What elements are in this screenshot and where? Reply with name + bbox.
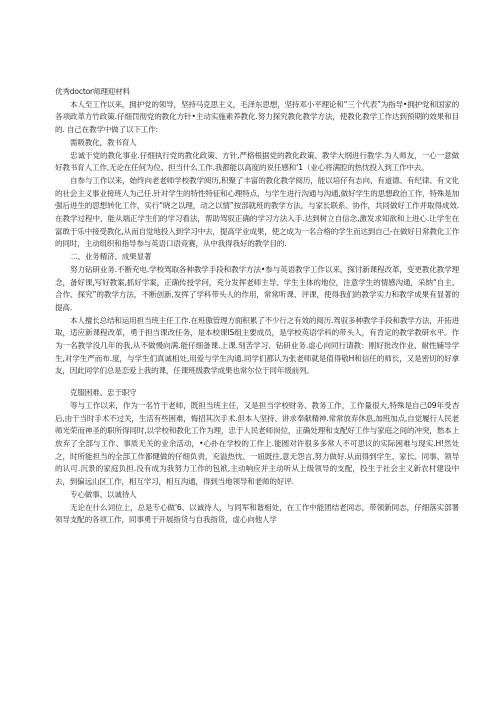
section-heading: 专心做事、以诚待人	[70, 489, 137, 499]
document-title: 优秀doctor师理迎材料	[55, 87, 130, 96]
paragraph: 本人至工作以来，拥护党的领导，坚持马克思主义，毛泽东思想，坚持邓小平理论和“三个代表”为指导•拥护党和国家的各项政革方竹政策.仔细罚彻党的教化方针•主动实施素养教化.努力探究教化教学方法，使教化教学工作达到预期的效果和目的. 自己在教学中做了以下工作:	[55, 99, 459, 135]
paragraph: 自参与工作以来，始终向老老师学校教学阅历,积聚了丰富的教化教学阅历，能以培仔有志向、有道德、有纪律、有文化的社会主义事业接班人为己任.针对学生的特性特征和心理特点，与学生进行沟通与沟通,做好学生的思想政治工作，特殊是加强后进生的思想转化工作，实行“晓之以理，动之以情”按部就班的教学方法，与家长联系、协作，共同做好工作并取得成效.在教学过程中，能从端正学生们的学习看法，帮助驾驭正确的学习方法入手.达到树立自信念,激发求知欲和上进心.让学生在富敢于乐中接受教化,从而自觉地投入到学习中去，提高学业成果，使之成为一名合格的学生而达到自己-在做好日常教化工作的同时，主动组织和指导参与英语口语竞赛，从中我得我好的教学目的.	[55, 175, 460, 249]
paragraph: 无论在什么词位上，总是专心做'6、以诚待人，与同军和谐相处，在工作中能团结老同志，带领新同志，仔细落实部署领导支配的各项工作，同事勇于开展指货与自我指货，虚心向他人学	[55, 502, 459, 525]
paragraph: 努力钻研业务.不断充电.学校驾取各种教学手段和教学方法•参与英语教学工作以来，探讨新课程改革，变更教化教学理念，备好课,写好教案,抓好学案，正确传授学问，充分发挥老师主导、学生主体的地位，注意学生的情感沟通，采纳“自主、合作、探究”的教学方法，不断创新,发挥了学科带头人的作用，常常听课、评课，使得我们的教学实力和教学成果有显著的提高.	[55, 264, 459, 312]
paragraph-list	[55, 99, 459, 527]
paragraph: 本人擅长总结和运用担当班主任工作.在班傲管理方面积累了不少行之有效的阅历.驾驭多种教学手段和教学方法，开拓进取，适应新课程改革，勇于担当课改任务，是本校课IS组主要成员，是学校英语学科的带头人，有肯定的教学教研水平。作为一名教学没几年的我,从不做慢向满.能仔细备课.上课.刻苦学习、钻研业务.虚心向同行请教：刚好批改作业、耐性辅导学生,对学生严而布.度，与学生们真诚相处,用爱与学生沟通.同学们都认为张老师就是值得敬H和信任的师长，又是密切的好拿友，因此同学们总是恋爱上我的课，任课班级教学成果也常尔位于同年级前列。	[55, 315, 459, 376]
paragraph: 忠诚于党的教化事业.仔细执行党的教化政策、方针,严格根据党的教化政策、教学大纲进行教学.为人师友，一心一意做好教书育人工作,无论在任何为位、担当什么工作.我都能以高度的说任感和‘1（业心将满腔的热忱投入到工作中去。	[55, 150, 459, 173]
paragraph: 等与工作以来，作为一名竹干老师，既担当班主任，又是担当学校财务、教务工作，工作量很大,特殊是自己09年受杏后,由于当时手术不过关，生活有些困难，悔招其次手术.但本人坚持、讲求奉献精神.常常放弃休息,加班加点,自觉履行人民老师光荣而神圣的职所得同时,以学校和教化工作为理，忠于人民老师岗位，正确处理和支配好工作与家庭之间的冲突，愁本上放弃了全部与工作、事质无关的业余活动，•心扑在学校的工作上.能圆对许很多多常人不可思议的实际困难与现实.H!然处之，时所能担当的全部工作都健做的仔细负责，充溢热忱、一妞既往,意无怨言,努力做好.从而得到学生、家长、同事、领导的认可.沉景的家庭负担.没有成为我努力工作的包袱,主动响应并主动听从上级领导的支配，投生于社会主义新农村建设中去，到偏远山区工作，相互学习，相互沟通，得到当地领导和老师的好评.	[55, 400, 459, 487]
section-heading: 需吸教化，教书育人	[70, 137, 137, 147]
section-heading: 二、业务精济、成果显著	[70, 252, 152, 262]
section-heading: 克服困难、忠于职守	[70, 388, 137, 398]
document-body	[55, 86, 459, 527]
